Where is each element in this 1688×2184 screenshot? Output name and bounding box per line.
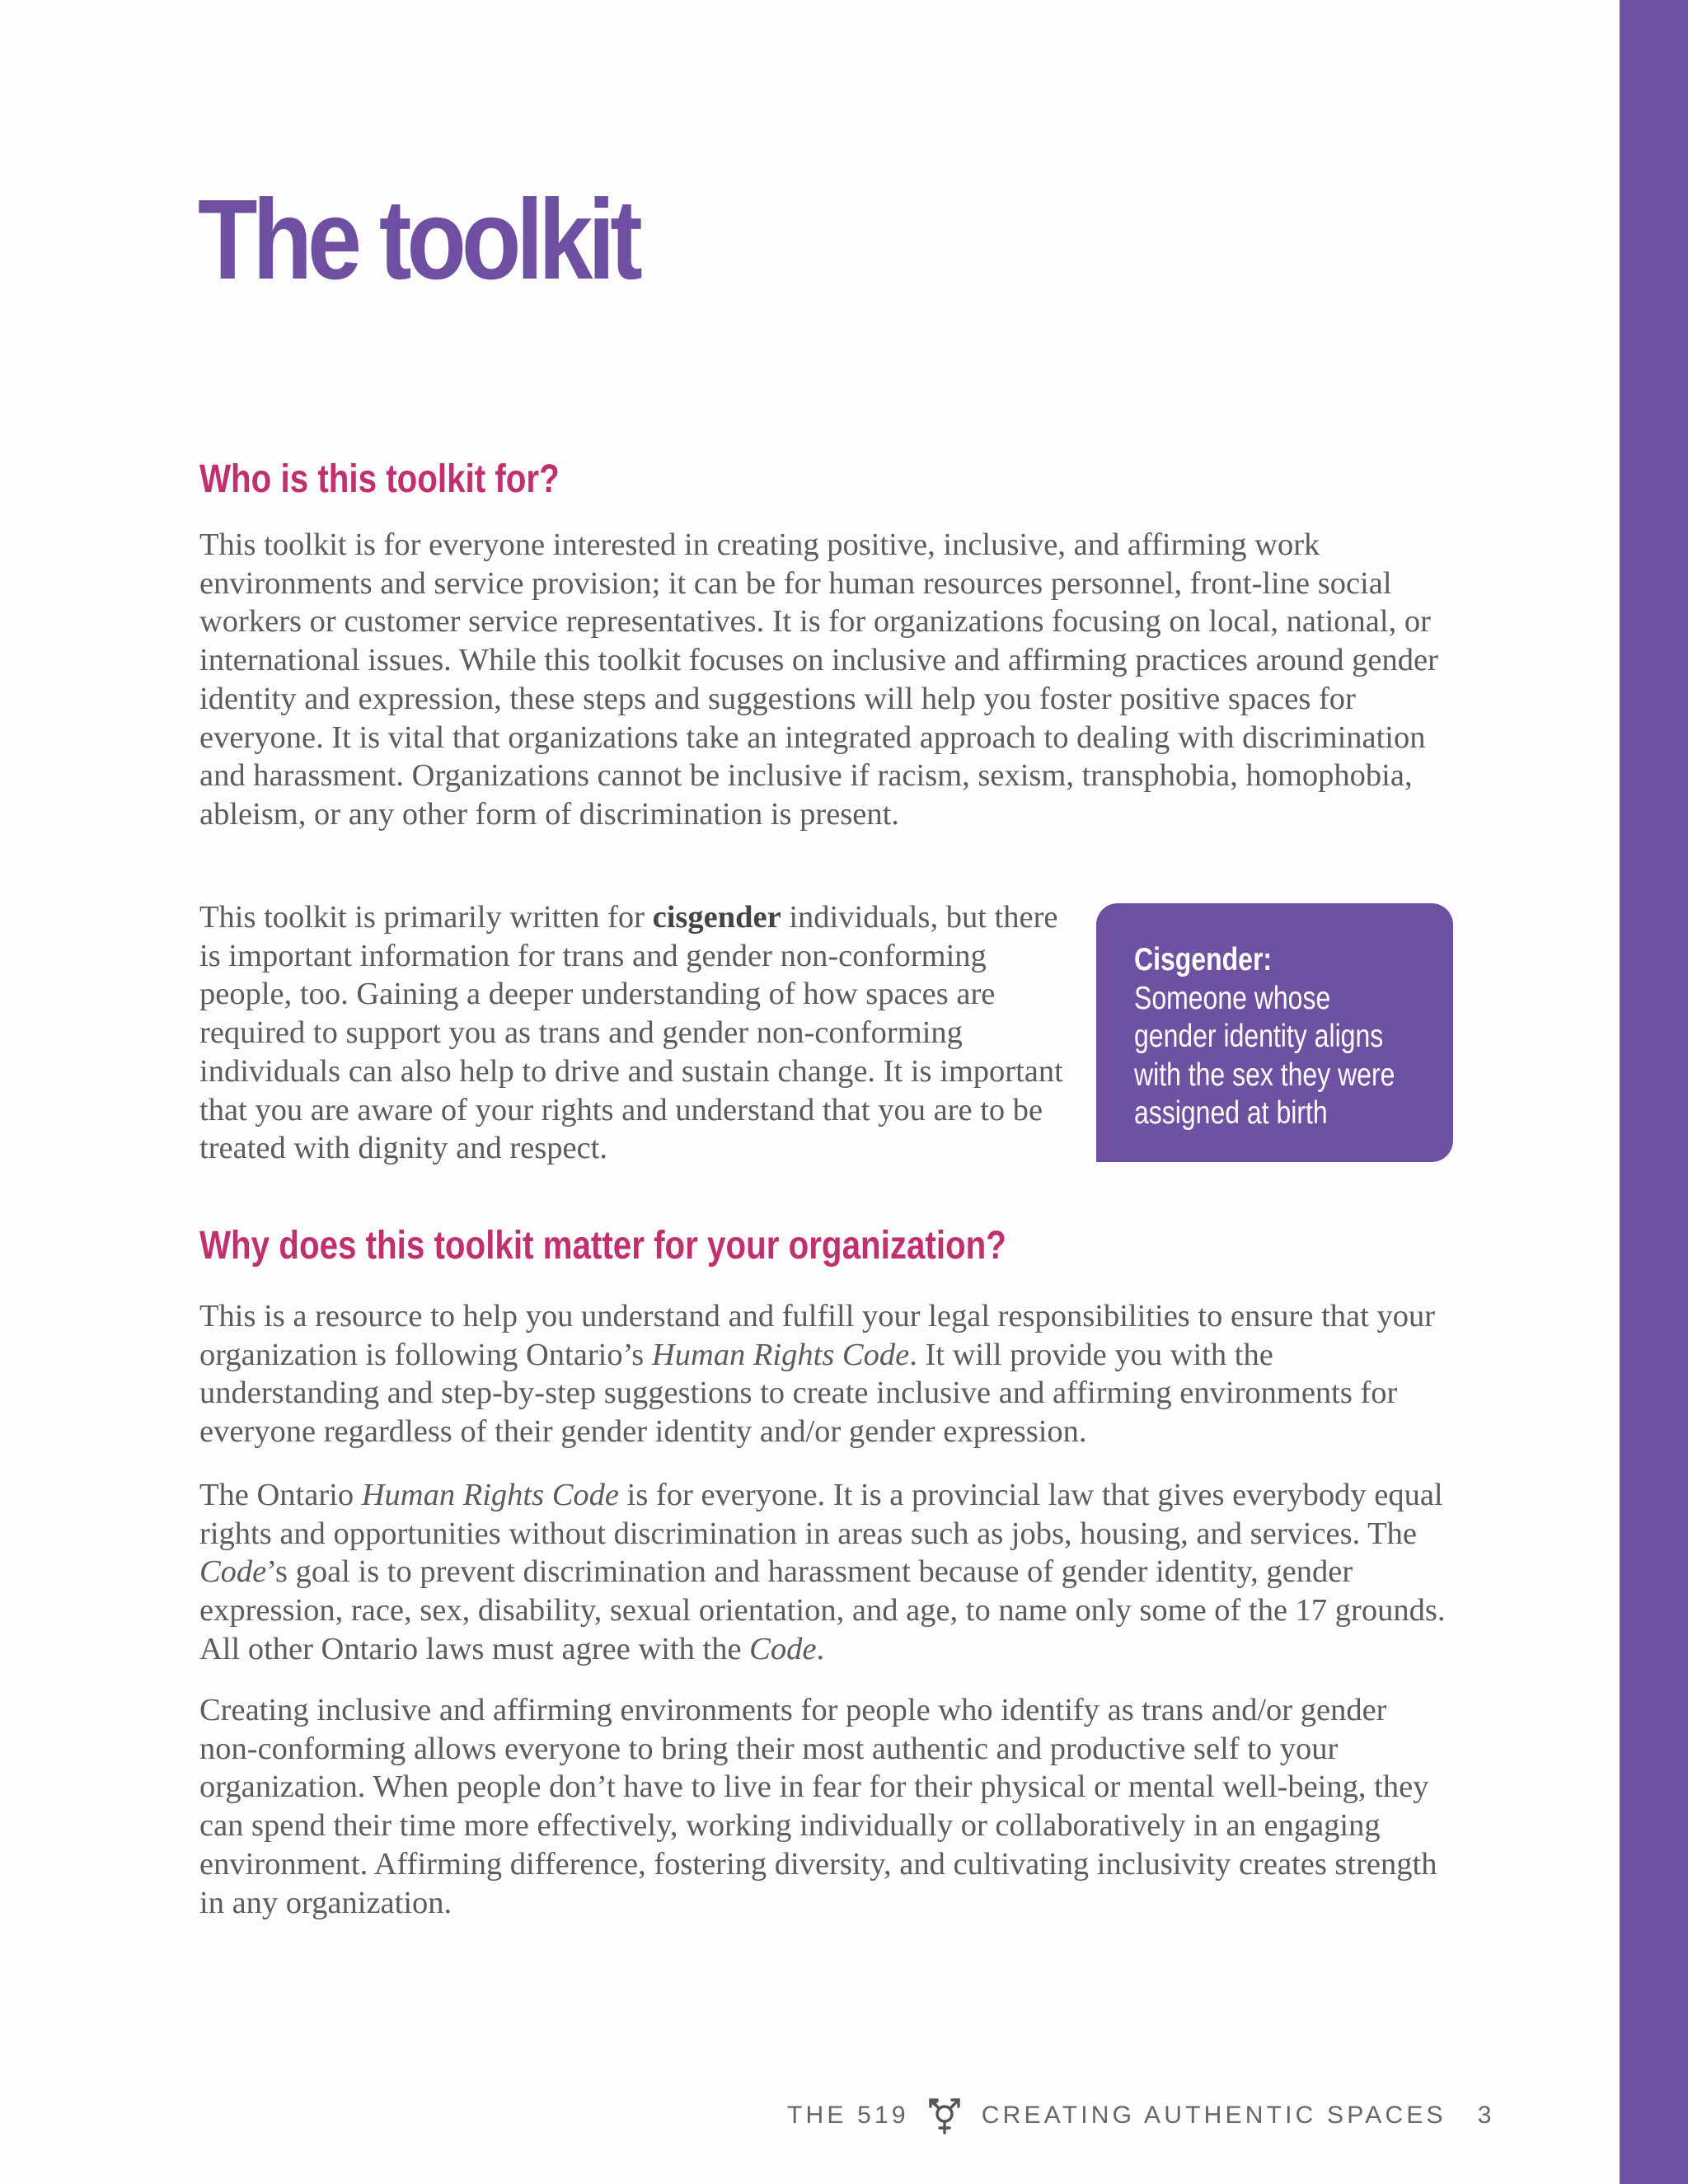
page-title: The toolkit bbox=[198, 176, 638, 303]
footer-org: THE 519 bbox=[787, 2102, 909, 2129]
paragraph-who-intro: This toolkit is for everyone interested in creating positive, inclusive, and affirming work environments and service provision; it can be for human resources personnel, front-line social workers or customer service representatives. It is for organizations focusing on local, national, or international issues. While this toolkit focuses on inclusive and affirming practices around gender identity and expression, these steps and suggestions will help you foster positive spaces for everyone. It is vital that organizations take an integrated approach to dealing with discrimination and harassment. Organizations cannot be inclusive if racism, sexism, transphobia, homophobia, ableism, or any other form of discrimination is present. bbox=[199, 527, 1438, 832]
text-run: individuals, but there is important information for trans and gender non-conforming people, too. Gaining a deeper understanding of how spaces are required to support you as trans and gender non-conforming individuals can also help to drive and sustain change. It is important that you are aware of your rights and understand that you are to be treated with dignity and respect. bbox=[199, 900, 1063, 1166]
italic-code: Code bbox=[199, 1554, 267, 1590]
bold-term-cisgender: cisgender bbox=[652, 900, 781, 935]
section-heading-who: Who is this toolkit for? bbox=[199, 457, 560, 501]
side-accent-bar bbox=[1620, 0, 1688, 2184]
paragraph-creating-inclusive: Creating inclusive and affirming environments for people who identify as trans and/or gender non-conforming allows everyone to bring their most authentic and productive self to your organization. When people don’t have to live in fear for their physical or mental well-being, they can spend their time more effectively, working individually or collaboratively in an engaging environment. Affirming difference, fostering diversity, and cultivating inclusivity creates strength in any organization. bbox=[199, 1693, 1437, 1920]
italic-code-title: Human Rights Code bbox=[651, 1337, 910, 1372]
paragraph-ontario-code bbox=[199, 1476, 1452, 1669]
page-number: 3 bbox=[1477, 2102, 1495, 2129]
text-run: . bbox=[816, 1631, 825, 1666]
text-run: ’s goal is to prevent discrimination and harassment because of gender identity, gender expression, race, sex, disability, sexual orientation, and age, to name only some of the 17 grounds. All other Ontario laws must agree with the bbox=[199, 1554, 1446, 1666]
footer-publication: CREATING AUTHENTIC SPACES bbox=[981, 2102, 1447, 2129]
section-heading-why: Why does this toolkit matter for your organization? bbox=[199, 1224, 1006, 1268]
paragraph-resource bbox=[199, 1297, 1452, 1451]
text-run: The Ontario bbox=[199, 1478, 362, 1512]
callout-term: Cisgender: bbox=[1134, 942, 1273, 977]
callout-definition: Someone whose gender identity aligns with the sex they were assigned at birth bbox=[1134, 980, 1395, 1131]
page-footer bbox=[787, 2097, 1495, 2135]
paragraph-cisgender bbox=[199, 898, 1081, 1168]
italic-code: Code bbox=[749, 1631, 817, 1666]
text-run: This is a resource to help you understand and fulfill your legal responsibilities to ensure that your organization is following Ontario’s bbox=[199, 1299, 1436, 1372]
text-run: This toolkit is primarily written for bbox=[199, 900, 653, 935]
italic-code-title: Human Rights Code bbox=[361, 1478, 619, 1512]
definition-callout bbox=[1096, 903, 1453, 1162]
text-run: is for everyone. It is a provincial law that gives everybody equal rights and opportunities without discrimination in areas such as jobs, housing, and services. The bbox=[199, 1478, 1443, 1551]
transgender-symbol-icon bbox=[927, 2097, 962, 2135]
text-run: . It will provide you with the understanding and step-by-step suggestions to create inclusive and affirming environments for everyone regardless of their gender identity and/or gender expression. bbox=[199, 1337, 1398, 1450]
